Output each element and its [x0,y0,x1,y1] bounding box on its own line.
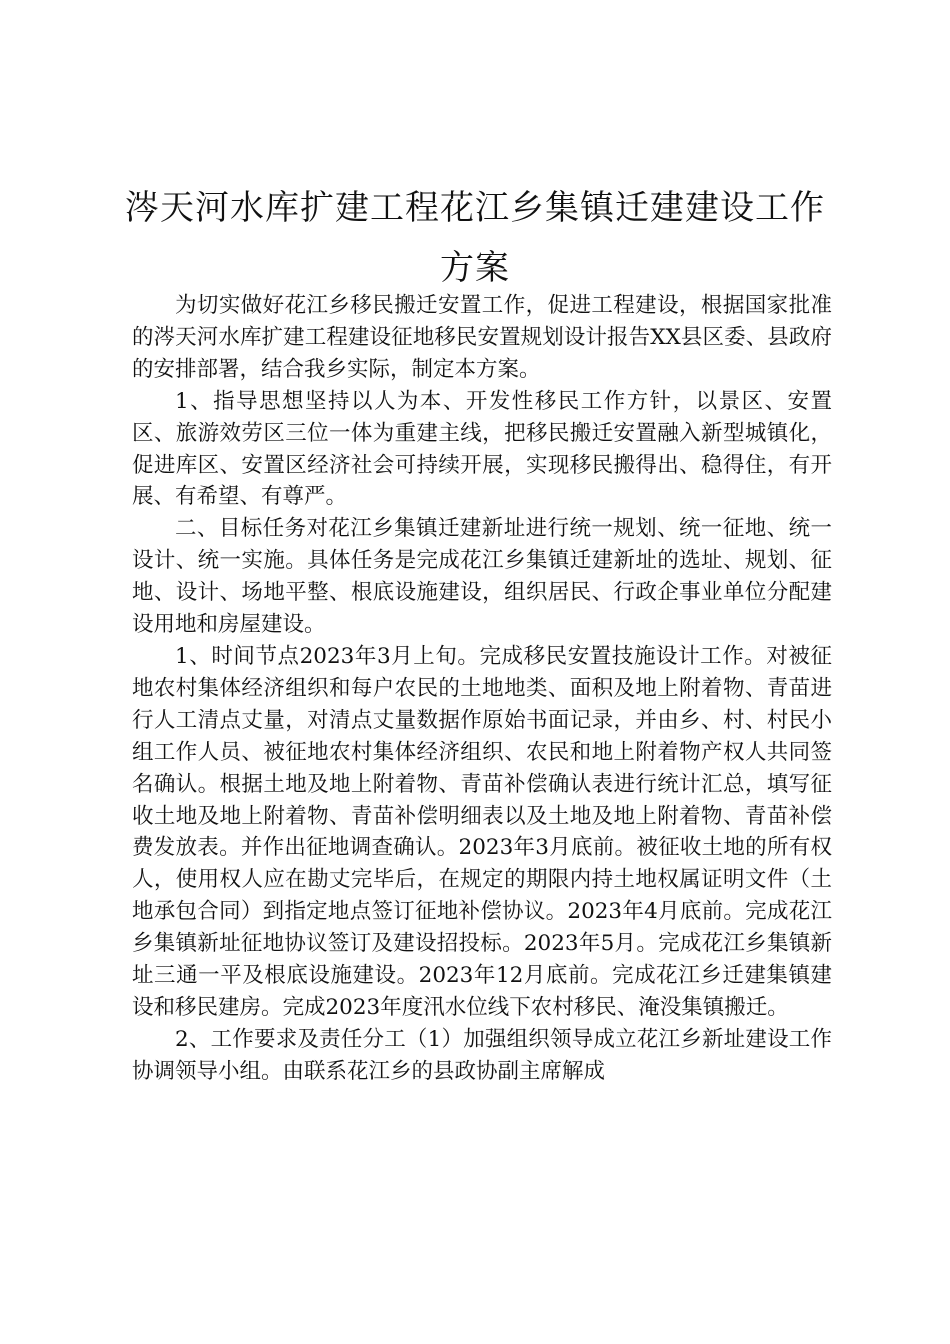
title-line-2: 方案 [440,248,510,288]
paragraph-objectives: 二、目标任务对花江乡集镇迁建新址进行统一规划、统一征地、统一设计、统一实施。具体任务是完成花江乡集镇迁建新址的选址、规划、征地、设计、场地平整、根底设施建设，组织居民、行政企事业单位分配建设用地和房屋建设。 [132,516,832,638]
title-line-1: 涔天河水库扩建工程花江乡集镇迁建建设工作 [125,188,825,228]
paragraph-guiding-ideology: 1、指导思想坚持以人为本、开发性移民工作方针，以景区、安置区、旅游效劳区三位一体为重建主线，把移民搬迁安置融入新型城镇化，促进库区、安置区经济社会可持续开展，实现移民搬得出、稳得住，有开展、有希望、有尊严。 [132,388,832,510]
paragraph-responsibilities: 2、工作要求及责任分工（1）加强组织领导成立花江乡新址建设工作协调领导小组。由联系花江乡的县政协副主席解成 [132,1026,832,1084]
document-body [132,290,832,1088]
paragraph-intro: 为切实做好花江乡移民搬迁安置工作，促进工程建设，根据国家批准的涔天河水库扩建工程建设征地移民安置规划设计报告XX县区委、县政府的安排部署，结合我乡实际，制定本方案。 [132,293,832,382]
document-title [110,178,840,298]
paragraph-timeline: 1、时间节点2023年3月上旬。完成移民安置技施设计工作。对被征地农村集体经济组织和每户农民的土地地类、面积及地上附着物、青苗进行人工清点丈量，对清点丈量数据作原始书面记录，并由乡、村、村民小组工作人员、被征地农村集体经济组织、农民和地上附着物产权人共同签名确认。根据土地及地上附着物、青苗补偿确认表进行统计汇总，填写征收土地及地上附着物、青苗补偿明细表以及土地及地上附着物、青苗补偿费发放表。并作出征地调查确认。2023年3月底前。被征收土地的所有权人，使用权人应在勘丈完毕后，在规定的期限内持土地权属证明文件（土地承包合同）到指定地点签订征地补偿协议。2023年4月底前。完成花江乡集镇新址征地协议签订及建设招投标。2023年5月。完成花江乡集镇新址三通一平及根底设施建设。2023年12月底前。完成花江乡迁建集镇建设和移民建房。完成2023年度汛水位线下农村移民、淹没集镇搬迁。 [132,643,832,1020]
